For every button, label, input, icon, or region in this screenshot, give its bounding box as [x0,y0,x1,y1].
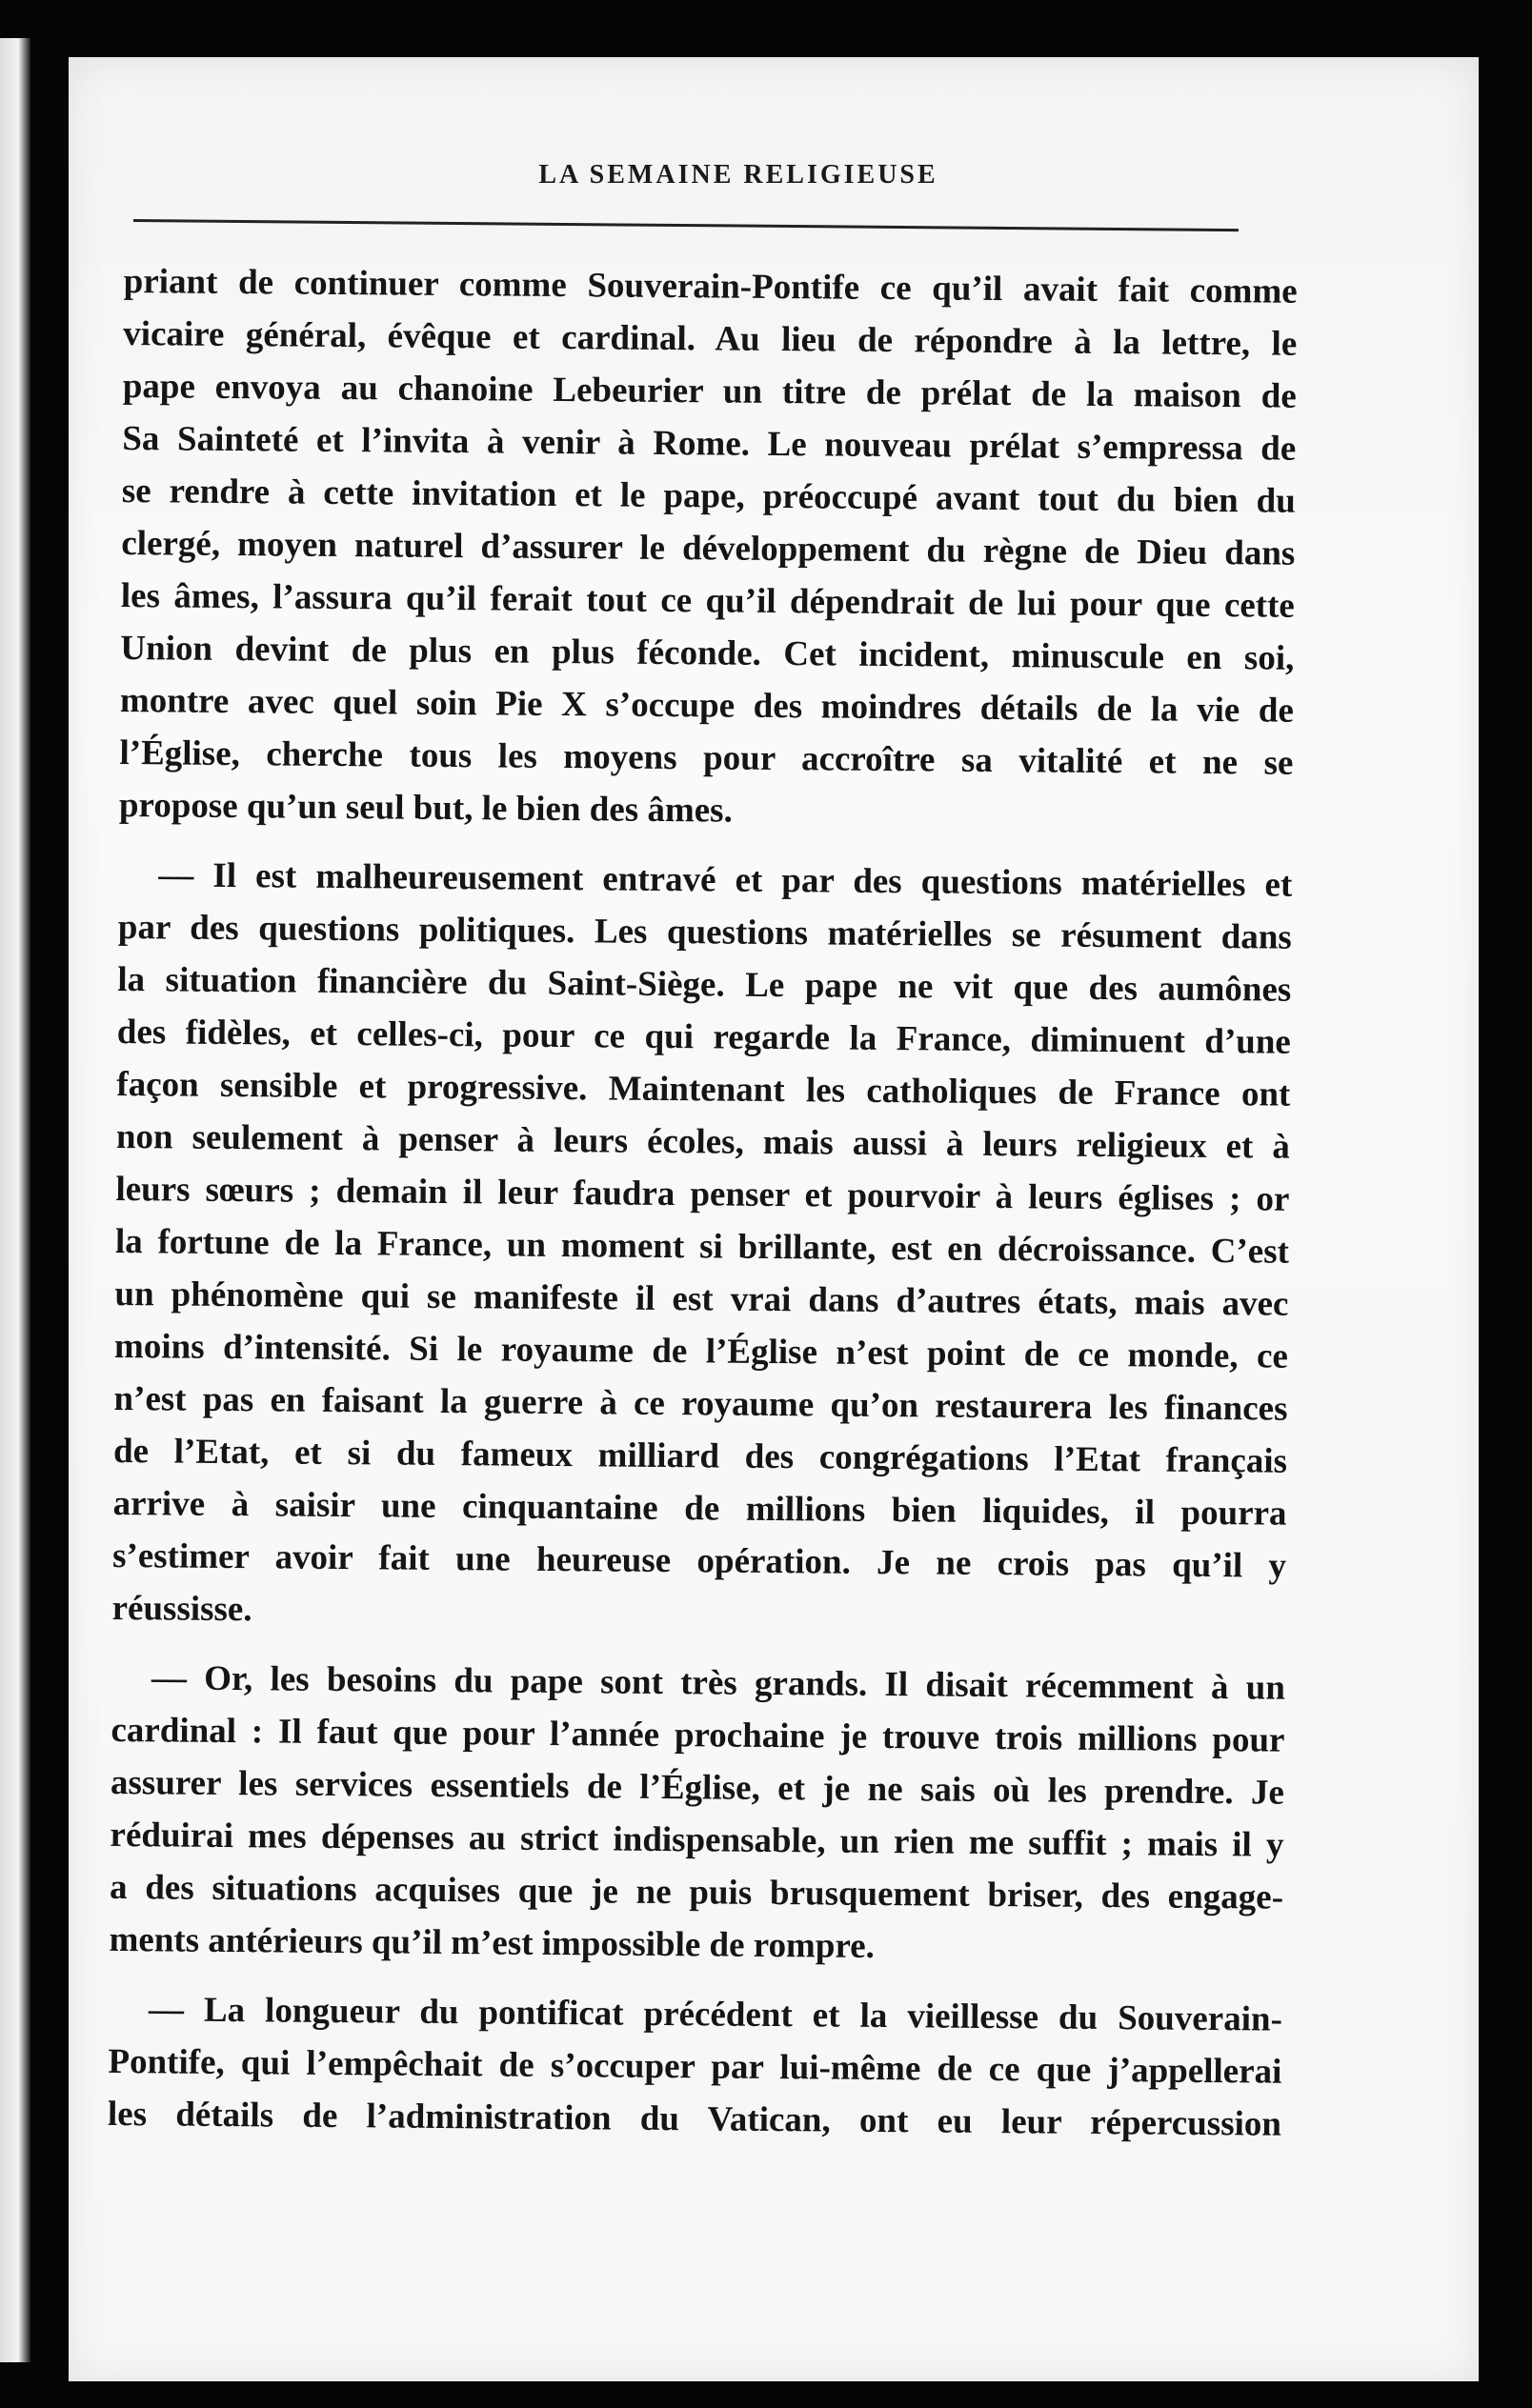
text-line: non seulement à penser à leurs écoles, mais aussi à leurs religieux et à [115,1116,1291,1167]
text-line: l’Église, cherche tous les moyens pour accroître sa vitalité et ne se [119,732,1294,783]
paragraph-3 [109,1652,1285,1977]
text-line: cardinal : Il faut que pour l’année prochaine je trouve trois millions pour [111,1710,1285,1760]
text-line: Sa Sainteté et l’invita à venir à Rome. Le nouveau prélat s’empressa de [122,418,1297,469]
text-line: Union devint de plus en plus féconde. Cet incident, minuscule en soi, [120,628,1295,678]
text-line: — Il est malheureusement entravé et par des questions matérielles et [158,855,1293,905]
text-line: la fortune de la France, un moment si brillante, est en décroissance. C’est [114,1221,1290,1272]
text-line: de l’Etat, et si du fameux milliard des congrégations l’Etat français [112,1431,1288,1481]
text-line: des fidèles, et celles-ci, pour ce qui regarde la France, diminuent d’une [116,1012,1292,1062]
text-line: arrive à saisir une cinquantaine de millions bien liquides, il pourra [112,1483,1287,1534]
text-line: leurs sœurs ; demain il leur faudra penser et pourvoir à leurs églises ; or [115,1169,1290,1219]
running-header: LA SEMAINE RELIGIEUSE [538,160,938,190]
text-line: la situation financière du Saint-Siège. Le pape ne vit que des aumônes [117,959,1292,1010]
text-line: — La longueur du pontificat précédent et la vieillesse du Souverain- [148,1990,1283,2039]
text-line: assurer les services essentiels de l’Église, et je ne sais où les prendre. Je [110,1762,1285,1813]
paragraph-4 [108,1983,1282,2151]
text-line: ments antérieurs qu’il m’est impossible de rompre. [109,1919,876,1966]
text-line: pape envoya au chanoine Lebeurier un titre de prélat de la maison de [122,366,1297,416]
text-line: les détails de l’administration du Vatican, ont eu leur répercussion [107,2094,1282,2144]
text-line: clergé, moyen naturel d’assurer le développement du règne de Dieu dans [121,523,1296,573]
facing-page-edge [0,38,30,2362]
text-line: s’estimer avoir fait une heureuse opération. Je ne crois pas qu’il y [111,1535,1287,1586]
text-line: vicaire général, évêque et cardinal. Au lieu de répondre à la lettre, le [123,313,1298,364]
text-line: a des situations acquises que je ne puis brusquement briser, des engage- [109,1867,1284,1917]
text-line: un phénomène qui se manifeste il est vrai dans d’autres états, mais avec [114,1274,1289,1324]
paragraph-2 [111,849,1292,1645]
text-line: montre avec quel soin Pie X s’occupe des moindres détails de la vie de [119,680,1295,731]
text-line: n’est pas en faisant la guerre à ce royaume qu’on restaurera les finances [113,1378,1288,1429]
paragraph-1 [119,255,1298,842]
text-line: par des questions politiques. Les questions matérielles se résument dans [117,907,1292,957]
text-line: réussisse. [111,1588,252,1630]
body-text [108,255,1298,2168]
text-line: se rendre à cette invitation et le pape, préoccupé avant tout du bien du [121,471,1296,521]
text-line: réduirai mes dépenses au strict indispensable, un rien me suffit ; mais il y [110,1815,1284,1865]
text-line: propose qu’un seul but, le bien des âmes. [118,785,733,831]
text-line: façon sensible et progressive. Maintenant les catholiques de France ont [116,1064,1291,1114]
text-line: — Or, les besoins du pape sont très grands. Il disait récemment à un [151,1658,1286,1708]
text-line: moins d’intensité. Si le royaume de l’Église n’est point de ce monde, ce [113,1326,1289,1376]
text-line: Pontife, qui l’empêchait de s’occuper par lui-même de ce que j’appellerai [108,2041,1282,2092]
text-line: priant de continuer comme Souverain-Pontife ce qu’il avait fait comme [123,261,1298,311]
text-line: les âmes, l’assura qu’il ferait tout ce qu’il dépendrait de lui pour que cette [120,575,1296,626]
